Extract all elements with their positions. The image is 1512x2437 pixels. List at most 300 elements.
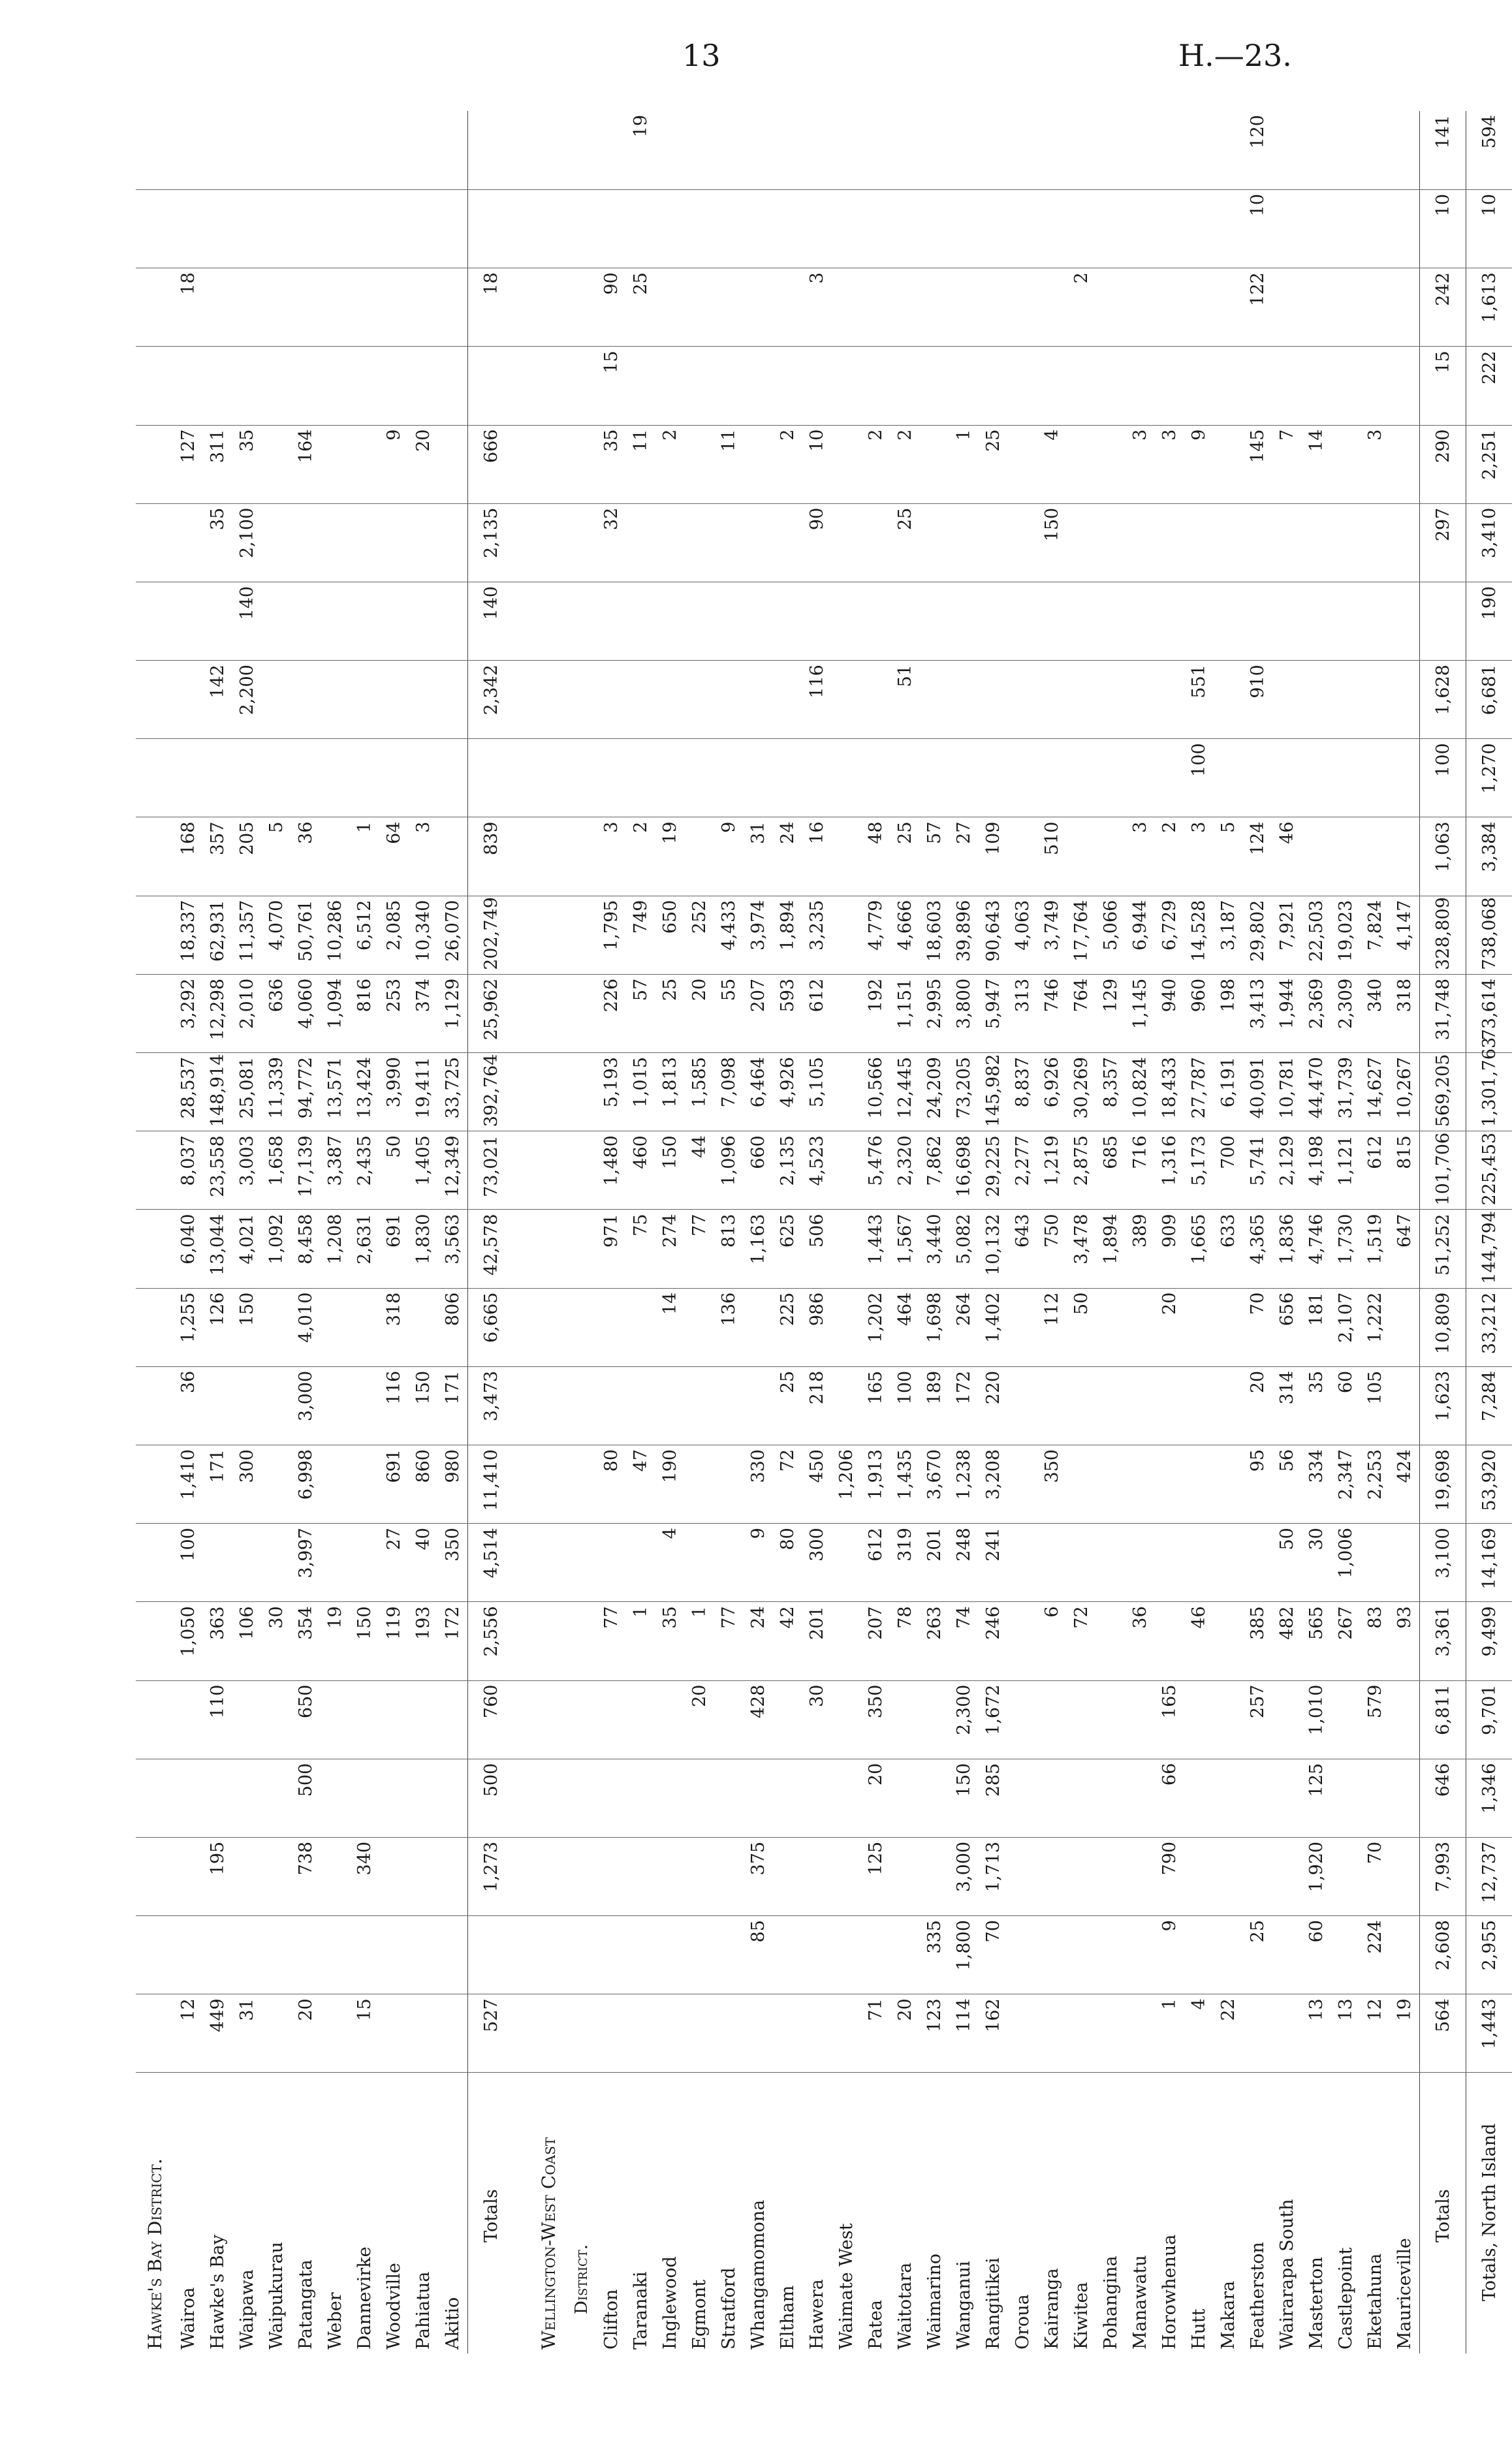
table-row <box>920 111 949 2353</box>
table-cell <box>379 1916 409 1994</box>
table-cell <box>1037 1837 1067 1915</box>
table-cell: 15 <box>350 1994 379 2073</box>
table-cell: 2 <box>773 425 802 503</box>
table-cell: 1,096 <box>714 1131 744 1210</box>
table-cell <box>1126 1680 1155 1759</box>
table-cell <box>744 1759 773 1837</box>
table-cell: 1,713 <box>979 1837 1008 1915</box>
table-cell <box>1390 425 1420 503</box>
table-cell: 318 <box>379 1288 409 1366</box>
row-label: Kairanga <box>1042 2268 1062 2350</box>
table-cell: 691 <box>379 1445 409 1524</box>
table-cell: 32 <box>597 503 626 582</box>
table-cell: 3 <box>1126 425 1155 503</box>
table-cell <box>468 1916 514 1994</box>
table-cell <box>832 425 861 503</box>
row-label: Hutt <box>1189 2308 1209 2350</box>
table-cell <box>1126 1916 1155 1994</box>
table-cell <box>626 1366 655 1445</box>
table-cell: 55 <box>714 974 744 1052</box>
table-row <box>1155 111 1184 2353</box>
table-cell: 314 <box>1272 1366 1302 1445</box>
table-cell <box>1008 582 1037 660</box>
table-cell <box>1008 1916 1037 1994</box>
table-cell <box>350 739 379 817</box>
table-cell <box>1008 111 1037 190</box>
table-cell <box>685 739 714 817</box>
table-cell <box>321 268 350 347</box>
table-cell <box>1008 739 1037 817</box>
table-cell: 3,997 <box>291 1524 321 1602</box>
table-cell: 8,458 <box>291 1210 321 1288</box>
table-cell: 2,277 <box>1008 1131 1037 1210</box>
table-cell: 565 <box>1302 1602 1331 1680</box>
table-cell <box>1037 190 1067 268</box>
table-cell: 10,340 <box>409 896 438 974</box>
table-cell <box>655 1994 685 2073</box>
table-cell: 1,585 <box>685 1053 714 1131</box>
table-cell <box>920 739 949 817</box>
table-cell: 3,440 <box>920 1210 949 1288</box>
table-cell <box>714 582 744 660</box>
table-cell <box>1126 661 1155 739</box>
table-cell: 5,476 <box>861 1131 890 1210</box>
table-cell <box>979 661 1008 739</box>
spacer-row <box>514 111 529 2353</box>
table-cell: 16 <box>802 817 832 896</box>
row-label: Hawke's Bay <box>208 2234 228 2350</box>
table-cell: 685 <box>1096 1131 1126 1210</box>
table-cell <box>468 739 514 817</box>
row-label: Wairarapa South <box>1277 2199 1297 2350</box>
table-cell: 12,445 <box>890 1053 920 1131</box>
table-cell: 940 <box>1155 974 1184 1052</box>
table-cell <box>1390 1916 1420 1994</box>
table-cell: 5,105 <box>802 1053 832 1131</box>
table-cell: 7,921 <box>1272 896 1302 974</box>
table-cell <box>832 1994 861 2073</box>
row-label: Wairoa <box>178 2287 198 2350</box>
table-cell <box>174 739 203 817</box>
table-cell <box>1067 739 1096 817</box>
table-cell: 2 <box>890 425 920 503</box>
table-cell <box>920 1837 949 1915</box>
table-cell <box>262 347 291 425</box>
table-cell <box>1008 268 1037 347</box>
table-cell: 3 <box>409 817 438 896</box>
table-cell: 150 <box>232 1288 262 1366</box>
table-cell: 4,365 <box>1243 1210 1272 1288</box>
table-cell <box>861 1916 890 1994</box>
table-cell: 6,464 <box>744 1053 773 1131</box>
section-heading <box>136 111 174 2353</box>
table-cell <box>203 1524 232 1602</box>
table-cell: 1,270 <box>1466 739 1512 817</box>
table-cell <box>1331 661 1361 739</box>
table-cell: 3,292 <box>174 974 203 1052</box>
table-cell: 40,091 <box>1243 1053 1272 1131</box>
table-cell <box>1126 1366 1155 1445</box>
row-label: Pahiatua <box>413 2271 433 2350</box>
table-cell: 2,100 <box>232 503 262 582</box>
table-cell <box>597 1288 626 1366</box>
table-cell: 73,021 <box>468 1131 514 1210</box>
table-cell: 4,666 <box>890 896 920 974</box>
table-cell <box>597 1837 626 1915</box>
table-cell: 29,802 <box>1243 896 1272 974</box>
table-cell <box>655 582 685 660</box>
table-cell: 78 <box>890 1602 920 1680</box>
table-cell <box>1155 503 1184 582</box>
table-cell: 4 <box>1037 425 1067 503</box>
table-cell: 100 <box>1184 739 1214 817</box>
table-cell: 50 <box>1272 1524 1302 1602</box>
table-cell <box>920 661 949 739</box>
table-cell: 20 <box>685 1680 714 1759</box>
table-cell <box>626 190 655 268</box>
table-cell <box>1390 190 1420 268</box>
row-label: Castlepoint <box>1336 2247 1356 2350</box>
table-cell <box>1008 1837 1037 1915</box>
table-cell: 25,081 <box>232 1053 262 1131</box>
table-cell: 10,566 <box>861 1053 890 1131</box>
row-label: Hawera <box>807 2279 827 2350</box>
table-cell: 749 <box>626 896 655 974</box>
table-row <box>1008 111 1037 2353</box>
table-cell <box>832 739 861 817</box>
table-cell: 116 <box>379 1366 409 1445</box>
table-cell: 150 <box>949 1759 979 1837</box>
table-cell <box>714 1994 744 2073</box>
table-cell: 300 <box>232 1445 262 1524</box>
table-cell <box>979 347 1008 425</box>
table-cell <box>1008 817 1037 896</box>
table-cell: 738,068 <box>1466 896 1512 974</box>
table-cell <box>832 503 861 582</box>
table-cell <box>438 347 468 425</box>
table-cell: 1,628 <box>1420 661 1466 739</box>
table-cell <box>1390 1288 1420 1366</box>
table-cell <box>685 1366 714 1445</box>
table-cell: 150 <box>350 1602 379 1680</box>
table-cell: 16,698 <box>949 1131 979 1210</box>
table-cell <box>1214 1445 1243 1524</box>
table-cell <box>1155 582 1184 660</box>
table-cell <box>1390 661 1420 739</box>
row-label: Dannevirke <box>354 2246 375 2350</box>
table-cell: 2,135 <box>773 1131 802 1210</box>
table-cell: 1,830 <box>409 1210 438 1288</box>
table-cell: 242 <box>1420 268 1466 347</box>
table-cell <box>232 739 262 817</box>
table-cell: 109 <box>979 817 1008 896</box>
table-cell: 226 <box>597 974 626 1052</box>
table-cell <box>468 347 514 425</box>
table-cell: 24 <box>773 817 802 896</box>
table-cell <box>1096 739 1126 817</box>
table-cell <box>1096 268 1126 347</box>
table-cell: 9 <box>1155 1916 1184 1994</box>
table-cell: 1,443 <box>1466 1994 1512 2073</box>
table-cell <box>626 1680 655 1759</box>
table-cell: 20 <box>1155 1288 1184 1366</box>
table-cell <box>597 1759 626 1837</box>
table-cell <box>321 503 350 582</box>
table-cell: 5,066 <box>1096 896 1126 974</box>
table-cell <box>832 1366 861 1445</box>
table-cell <box>890 347 920 425</box>
table-cell: 8,037 <box>174 1131 203 1210</box>
table-row <box>861 111 890 2353</box>
table-cell: 716 <box>1126 1131 1155 1210</box>
table-cell: 3,410 <box>1466 503 1512 582</box>
row-label: Patea <box>866 2300 886 2350</box>
table-cell: 64 <box>379 817 409 896</box>
table-cell <box>1331 817 1361 896</box>
table-cell: 510 <box>1037 817 1067 896</box>
table-cell: 1,301,763 <box>1466 1053 1512 1131</box>
table-cell: 2,435 <box>350 1131 379 1210</box>
table-cell <box>1184 111 1214 190</box>
table-cell: 12,349 <box>438 1131 468 1210</box>
table-cell <box>1096 1445 1126 1524</box>
table-cell: 1,567 <box>890 1210 920 1288</box>
table-cell <box>203 1916 232 1994</box>
table-cell <box>890 1916 920 1994</box>
table-cell: 1,129 <box>438 974 468 1052</box>
table-cell <box>1155 1602 1184 1680</box>
table-cell: 263 <box>920 1602 949 1680</box>
table-cell: 839 <box>468 817 514 896</box>
table-cell: 142 <box>203 661 232 739</box>
row-label: Inglewood <box>660 2256 680 2350</box>
table-cell: 319 <box>890 1524 920 1602</box>
table-cell <box>350 1366 379 1445</box>
table-cell <box>174 347 203 425</box>
table-cell <box>1243 1759 1272 1837</box>
table-cell: 2 <box>626 817 655 896</box>
table-cell <box>979 503 1008 582</box>
table-cell: 764 <box>1067 974 1096 1052</box>
table-cell: 500 <box>468 1759 514 1837</box>
table-cell <box>291 268 321 347</box>
table-cell: 551 <box>1184 661 1214 739</box>
table-cell <box>232 347 262 425</box>
row-label: Kiwitea <box>1071 2282 1092 2350</box>
table-cell <box>1184 1837 1214 1915</box>
table-cell: 66 <box>1155 1759 1184 1837</box>
table-cell <box>203 1366 232 1445</box>
table-cell <box>350 190 379 268</box>
table-cell: 11,357 <box>232 896 262 974</box>
table-cell <box>714 111 744 190</box>
table-cell <box>468 190 514 268</box>
table-cell: 1,208 <box>321 1210 350 1288</box>
table-cell: 8,837 <box>1008 1053 1037 1131</box>
table-row <box>655 111 685 2353</box>
table-row <box>1126 111 1155 2353</box>
table-cell: 318 <box>1390 974 1420 1052</box>
table-cell: 2 <box>1067 268 1096 347</box>
table-cell <box>1096 190 1126 268</box>
table-cell: 19,698 <box>1420 1445 1466 1524</box>
table-cell <box>1214 1837 1243 1915</box>
table-row <box>773 111 802 2353</box>
table-row <box>1067 111 1096 2353</box>
table-cell <box>174 503 203 582</box>
table-cell <box>1390 1759 1420 1837</box>
table-cell: 46 <box>1272 817 1302 896</box>
table-cell: 3,003 <box>232 1131 262 1210</box>
table-cell <box>1272 347 1302 425</box>
row-label: Wanganui <box>954 2261 974 2350</box>
table-cell <box>1184 503 1214 582</box>
table-cell: 150 <box>655 1131 685 1210</box>
table-cell <box>832 1759 861 1837</box>
table-cell: 4 <box>1184 1994 1214 2073</box>
table-cell <box>861 347 890 425</box>
table-cell <box>1302 739 1331 817</box>
table-cell <box>379 739 409 817</box>
table-cell: 35 <box>655 1602 685 1680</box>
table-cell: 110 <box>203 1680 232 1759</box>
table-cell: 656 <box>1272 1288 1302 1366</box>
table-cell <box>744 111 773 190</box>
table-cell: 650 <box>291 1680 321 1759</box>
table-cell <box>1126 582 1155 660</box>
table-cell: 350 <box>438 1524 468 1602</box>
totals-row <box>1420 111 1466 2353</box>
table-cell <box>1037 739 1067 817</box>
table-cell <box>597 1524 626 1602</box>
table-cell <box>1361 1524 1390 1602</box>
table-cell <box>291 1916 321 1994</box>
table-cell <box>379 661 409 739</box>
table-cell <box>1331 268 1361 347</box>
table-cell <box>655 347 685 425</box>
table-cell: 12 <box>174 1994 203 2073</box>
table-cell: 340 <box>350 1837 379 1915</box>
table-row <box>979 111 1008 2353</box>
table-row <box>1361 111 1390 2353</box>
table-cell: 285 <box>979 1759 1008 1837</box>
table-cell <box>232 1680 262 1759</box>
table-row <box>1302 111 1331 2353</box>
table-cell: 10 <box>802 425 832 503</box>
table-cell: 1,206 <box>832 1445 861 1524</box>
section-subheading-label: District. <box>572 2244 591 2314</box>
table-row <box>802 111 832 2353</box>
table-cell <box>744 190 773 268</box>
table-cell: 4,514 <box>468 1524 514 1602</box>
table-cell <box>1214 111 1243 190</box>
table-cell <box>1037 1994 1067 2073</box>
table-cell: 70 <box>979 1916 1008 1994</box>
table-cell: 201 <box>802 1602 832 1680</box>
table-cell <box>262 1759 291 1837</box>
table-cell <box>744 268 773 347</box>
table-cell <box>685 111 714 190</box>
table-cell <box>1361 347 1390 425</box>
table-cell <box>920 347 949 425</box>
table-cell <box>685 190 714 268</box>
table-cell <box>832 347 861 425</box>
table-cell: 50 <box>379 1131 409 1210</box>
table-cell: 31,739 <box>1331 1053 1361 1131</box>
table-cell: 224 <box>1361 1916 1390 1994</box>
table-row <box>1272 111 1302 2353</box>
table-cell <box>1214 1524 1243 1602</box>
table-cell <box>379 1994 409 2073</box>
table-cell <box>379 190 409 268</box>
table-cell <box>1184 1445 1214 1524</box>
table-cell <box>1008 661 1037 739</box>
table-cell: 3 <box>802 268 832 347</box>
table-cell <box>1361 111 1390 190</box>
table-cell: 2,251 <box>1466 425 1512 503</box>
table-cell <box>1096 347 1126 425</box>
table-cell: 660 <box>744 1131 773 1210</box>
table-cell: 19 <box>655 817 685 896</box>
table-cell <box>350 111 379 190</box>
table-cell: 3 <box>1126 817 1155 896</box>
row-label: Oroua <box>1013 2294 1033 2350</box>
table-cell <box>409 1759 438 1837</box>
table-cell: 14 <box>655 1288 685 1366</box>
section-heading-label: Wellington-West Coast <box>537 2137 559 2350</box>
table-cell <box>1184 1680 1214 1759</box>
table-cell <box>597 1994 626 2073</box>
table-cell <box>1390 1837 1420 1915</box>
table-cell <box>832 1053 861 1131</box>
table-cell <box>379 347 409 425</box>
table-cell: 19 <box>321 1602 350 1680</box>
table-cell: 334 <box>1302 1445 1331 1524</box>
table-cell: 449 <box>203 1994 232 2073</box>
table-cell <box>1126 503 1155 582</box>
table-cell <box>1184 190 1214 268</box>
table-cell: 760 <box>468 1680 514 1759</box>
table-cell <box>1361 661 1390 739</box>
table-cell: 11 <box>626 425 655 503</box>
table-cell <box>861 582 890 660</box>
table-cell <box>832 896 861 974</box>
table-cell <box>321 1837 350 1915</box>
table-cell: 4,779 <box>861 896 890 974</box>
table-cell <box>1008 1680 1037 1759</box>
table-cell: 51,252 <box>1420 1210 1466 1288</box>
table-cell: 2,631 <box>350 1210 379 1288</box>
table-cell: 790 <box>1155 1837 1184 1915</box>
table-cell: 44 <box>685 1131 714 1210</box>
table-cell: 815 <box>1390 1131 1420 1210</box>
table-cell: 6,681 <box>1466 661 1512 739</box>
table-cell <box>685 1994 714 2073</box>
table-row <box>321 111 350 2353</box>
table-cell <box>626 503 655 582</box>
table-cell <box>685 582 714 660</box>
table-cell: 633 <box>1214 1210 1243 1288</box>
table-cell <box>1331 503 1361 582</box>
table-cell: 195 <box>203 1837 232 1915</box>
table-cell: 26,070 <box>438 896 468 974</box>
table-cell <box>890 111 920 190</box>
table-cell <box>949 347 979 425</box>
table-cell <box>262 425 291 503</box>
table-cell <box>861 503 890 582</box>
table-cell <box>744 739 773 817</box>
table-cell <box>744 503 773 582</box>
